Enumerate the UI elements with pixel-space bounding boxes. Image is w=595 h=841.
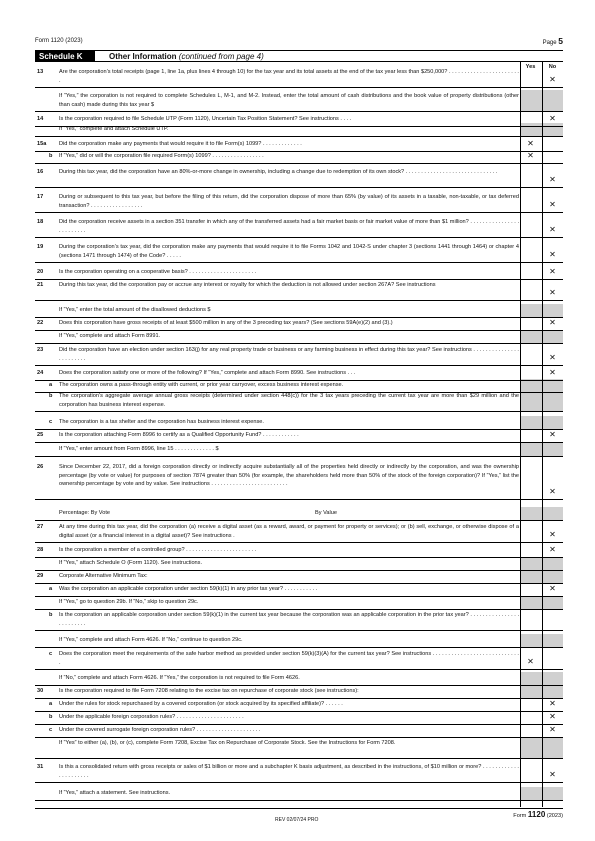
question-text: Did the corporation receive assets in a section 351 transfer in which any of the transferred assets had a fair market basis or fair market value of more than $1 million? . . . . . . . . . . . . . . . . . . . . . . . . . xyxy=(59,219,519,234)
question-row xyxy=(35,650,563,667)
question-number: 13 xyxy=(37,69,44,75)
question-text: If “Yes,” complete and attach Schedule UTP. xyxy=(59,126,169,132)
question-row xyxy=(35,763,563,780)
question-row xyxy=(35,700,563,709)
question-number: 14 xyxy=(37,116,44,122)
page-number xyxy=(543,36,563,46)
no-checkbox[interactable]: ✕ xyxy=(549,725,556,734)
question-number: 25 xyxy=(37,432,44,438)
no-checkbox[interactable]: ✕ xyxy=(549,225,556,234)
no-checkbox[interactable]: ✕ xyxy=(549,584,556,593)
question-row xyxy=(35,306,563,315)
row-divider xyxy=(35,212,563,213)
question-number: a xyxy=(49,382,53,388)
row-divider xyxy=(35,630,563,631)
footer-form-label xyxy=(513,810,563,819)
question-row xyxy=(35,546,563,555)
footer-form-word: Form xyxy=(513,813,527,819)
question-text: If “Yes,” enter the total amount of the disallowed deductions $ xyxy=(59,307,211,313)
question-number: 15a xyxy=(37,141,47,147)
question-number: 17 xyxy=(37,194,44,200)
row-divider xyxy=(35,456,563,457)
row-divider xyxy=(35,698,563,699)
question-number: b xyxy=(49,153,53,159)
question-number: c xyxy=(49,419,53,425)
question-row xyxy=(35,218,563,235)
question-row xyxy=(35,369,563,378)
row-divider xyxy=(35,570,563,571)
no-checkbox[interactable]: ✕ xyxy=(549,770,556,779)
no-checkbox[interactable]: ✕ xyxy=(549,114,556,123)
question-number: 16 xyxy=(37,169,44,175)
question-number: b xyxy=(49,393,53,399)
row-divider xyxy=(35,151,563,152)
question-text: Is the corporation attaching Form 8996 to certify as a Qualified Opportunity Fund? . . . . . . . . . . . . xyxy=(59,432,299,438)
question-row xyxy=(35,243,563,260)
no-checkbox[interactable]: ✕ xyxy=(549,487,556,496)
row-divider xyxy=(35,583,563,584)
question-number: 20 xyxy=(37,269,44,275)
question-row xyxy=(35,598,563,607)
question-text: Is the corporation a member of a controlled group? . . . . . . . . . . . . . . . . . . . . . . . xyxy=(59,547,257,553)
question-row xyxy=(35,509,563,518)
row-divider xyxy=(35,317,563,318)
question-text: Under the covered surrogate foreign corporation rules? . . . . . . . . . . . . . . . . . . . . . xyxy=(59,727,261,733)
no-column-header: No xyxy=(548,64,557,70)
no-checkbox[interactable]: ✕ xyxy=(549,200,556,209)
question-text: If “Yes,” attach Schedule O (Form 1120). See instructions. xyxy=(59,560,203,566)
question-row xyxy=(35,115,563,124)
row-divider xyxy=(35,685,563,686)
question-row xyxy=(35,585,563,594)
question-text: During or subsequent to this tax year, but before the filing of this return, did the corporation dispose of more than 65% (by value) of its assets in a taxable, non-taxable, or tax deferred transaction? . . . . . . . . . . . . . . . . . xyxy=(59,194,519,209)
question-text: If “No,” complete and attach Form 4626. If “Yes,” the corporation is not required to file Form 4626. xyxy=(59,675,300,681)
row-divider xyxy=(35,596,563,597)
question-text: Does the corporation meet the requirements of the safe harbor method as provided under section 59(k)(3)(A) for the current tax year? See instructions . . . . . . . . . . . . . . . . . . . . . . . . . . . . . xyxy=(59,651,519,666)
no-checkbox[interactable]: ✕ xyxy=(549,175,556,184)
question-text: During this tax year, did the corporation pay or accrue any interest or royalty for which the deduction is not allowed under section 267A? See instructions xyxy=(59,282,436,288)
question-number: 30 xyxy=(37,688,44,694)
question-text: Does the corporation satisfy one or more of the following? If “Yes,” complete and attach Form 8990. See instructions . . . xyxy=(59,370,356,376)
form-label: Form 1120 (2023) xyxy=(35,38,83,44)
question-row xyxy=(35,739,563,756)
no-checkbox[interactable]: ✕ xyxy=(549,250,556,259)
row-divider xyxy=(35,365,563,366)
question-row xyxy=(35,726,563,735)
question-number: 31 xyxy=(37,764,44,770)
question-row xyxy=(35,193,563,210)
no-checkbox[interactable]: ✕ xyxy=(549,545,556,554)
row-divider xyxy=(35,262,563,263)
row-divider xyxy=(35,542,563,543)
question-text: The corporation is a tax shelter and the corporation has business interest expense. xyxy=(59,419,264,425)
question-row xyxy=(35,281,563,298)
row-divider xyxy=(35,330,563,331)
question-text: Is the corporation an applicable corporation under section 59(k)(1) in the current tax year because the corporation was an applicable corporation in the prior tax year? . . . . . . . . . . . . . . . . . . . . . . . . . xyxy=(59,612,519,627)
question-text: During the corporation’s tax year, did the corporation make any payments that would require it to file Forms 1042 and 1042-S under chapter 3 (sections 1441 through 1464) or chapter 4 (sections 1471 through 1474) of the Code? . . . . . xyxy=(59,244,519,259)
no-checkbox[interactable]: ✕ xyxy=(549,530,556,539)
question-number: 27 xyxy=(37,524,44,530)
no-checkbox[interactable]: ✕ xyxy=(549,699,556,708)
question-text: If “Yes,” complete and attach Form 4626. If “No,” continue to question 29c. xyxy=(59,637,243,643)
row-divider xyxy=(35,520,563,521)
row-divider xyxy=(35,429,563,430)
question-number: b xyxy=(49,714,53,720)
question-text: At any time during this tax year, did the corporation (a) receive a digital asset (as a reward, award, or payment for property or services); or (b) sell, exchange, or otherwise dispose of a digital asset (or a financial interest in a digital asset)? See instructions . xyxy=(59,524,519,539)
question-row xyxy=(35,431,563,440)
schedule-title xyxy=(109,52,264,62)
row-divider xyxy=(35,557,563,558)
question-row xyxy=(35,152,563,161)
question-row xyxy=(35,346,563,363)
question-number: 22 xyxy=(37,320,44,326)
no-checkbox[interactable]: ✕ xyxy=(549,430,556,439)
question-text: Under the rules for stock repurchased by a covered corporation (or stock acquired by its specified affiliate)? . . . . . . xyxy=(59,701,343,707)
question-number: 21 xyxy=(37,282,44,288)
question-row xyxy=(35,789,563,798)
question-text: Are the corporation’s total receipts (page 1, line 1a, plus lines 4 through 10) for the tax year and its total assets at the end of the tax year less than $250,000? . . . . . . . . . . . . . . . . . . . . . . . . xyxy=(59,69,519,84)
question-text: Was the corporation an applicable corporation under section 59(k)(1) in any prior tax year? . . . . . . . . . . . xyxy=(59,586,318,592)
question-row xyxy=(35,319,563,328)
question-text: Percentage: By Vote xyxy=(59,510,110,516)
no-checkbox[interactable]: ✕ xyxy=(549,75,556,84)
question-text: Is the corporation required to file Form 7208 relating to the excise tax on repurchase of corporate stock (see instructions): xyxy=(59,688,359,694)
question-number: b xyxy=(49,612,53,618)
question-number: 29 xyxy=(37,573,44,579)
question-number: 26 xyxy=(37,464,44,470)
question-number: c xyxy=(49,651,53,657)
question-row xyxy=(35,713,563,722)
question-number: 24 xyxy=(37,370,44,376)
row-divider xyxy=(35,380,563,381)
no-checkbox[interactable]: ✕ xyxy=(549,318,556,327)
question-row xyxy=(35,68,563,85)
question-text: Under the applicable foreign corporation rules? . . . . . . . . . . . . . . . . . . . . . . xyxy=(59,714,244,720)
row-divider xyxy=(35,711,563,712)
question-text: If “Yes,” enter amount from Form 8996, line 15 . . . . . . . . . . . . . $ xyxy=(59,446,219,452)
question-text: During this tax year, did the corporation have an 80%-or-more change in ownership, including a change due to redemption of its own stock? . . . . . . . . . . . . . . . . . . . . . . . . . . . . . . xyxy=(59,169,498,175)
row-divider xyxy=(35,237,563,238)
row-divider xyxy=(35,187,563,188)
revision-label: REV 02/07/24 PRO xyxy=(275,817,319,823)
page-number-value: 5 xyxy=(558,36,563,46)
question-text: If “Yes,” the corporation is not required to complete Schedules L, M-1, and M-2. Instead, enter the total amount of cash distributions and the book value of property distributions (other than cash) made during this tax year $ xyxy=(59,93,519,108)
question-row xyxy=(35,168,563,185)
question-text: If “Yes,” go to question 29b. If “No,” skip to question 29c. xyxy=(59,599,199,605)
question-text: Is the corporation required to file Schedule UTP (Form 1120), Uncertain Tax Position Statement? See instructions . . . . xyxy=(59,116,352,122)
question-text: If “Yes” to either (a), (b), or (c), complete Form 7208, Excise Tax on Repurchase of Corporate Stock. See the Instructions for Form 7208. xyxy=(59,740,396,746)
schedule-title-suffix: (continued from page 4) xyxy=(178,52,264,61)
question-row xyxy=(35,381,563,390)
question-row xyxy=(35,332,563,341)
question-number: 18 xyxy=(37,219,44,225)
schedule-title-bar xyxy=(35,50,563,62)
question-row xyxy=(35,418,563,427)
row-divider xyxy=(35,392,563,393)
question-row xyxy=(35,463,563,497)
question-text: Does this corporation have gross receipts of at least $500 million in any of the 3 preceding tax years? (See sections 59A(e)(2) and (3).) xyxy=(59,320,393,326)
question-number: a xyxy=(49,586,53,592)
no-checkbox[interactable]: ✕ xyxy=(549,353,556,362)
yes-checkbox[interactable]: ✕ xyxy=(527,151,534,160)
question-row xyxy=(35,674,563,683)
row-divider xyxy=(35,609,563,610)
schedule-title-main: Other Information xyxy=(109,52,177,61)
row-divider xyxy=(35,782,563,783)
row-divider xyxy=(35,800,563,801)
question-row xyxy=(35,636,563,645)
page-footer xyxy=(35,808,563,823)
row-divider xyxy=(35,300,563,301)
footer-form-year: (2023) xyxy=(546,813,563,819)
footer-form-number: 1120 xyxy=(527,810,546,819)
page-word: Page xyxy=(542,40,557,46)
no-checkbox[interactable]: ✕ xyxy=(549,368,556,377)
row-divider xyxy=(35,669,563,670)
question-number: c xyxy=(49,727,53,733)
question-text: Did the corporation have an election under section 163(j) for any real property trade or business or any farming business in effect during this tax year? See instructions . . . . . . . . . . . . . . . . . . . . . . . . xyxy=(59,347,519,362)
question-text: The corporation’s aggregate average annual gross receipts (determined under section 448(c)) for the 3 tax years preceding the current tax year are more than $29 million and the corporation has business interest expense. xyxy=(59,393,519,408)
schedule-badge: Schedule K xyxy=(35,51,95,62)
page-header xyxy=(35,36,563,48)
question-text: Is the corporation operating on a cooperative basis? . . . . . . . . . . . . . . . . . . . . . . xyxy=(59,269,257,275)
question-row xyxy=(35,140,563,149)
question-text: If “Yes,” complete and attach Form 8991. xyxy=(59,333,161,339)
question-row xyxy=(35,523,563,540)
row-divider xyxy=(35,343,563,344)
yes-checkbox[interactable]: ✕ xyxy=(527,139,534,148)
no-checkbox[interactable]: ✕ xyxy=(549,712,556,721)
row-divider xyxy=(35,647,563,648)
question-number: 23 xyxy=(37,347,44,353)
question-row xyxy=(35,559,563,568)
question-row xyxy=(35,611,563,628)
question-row xyxy=(35,687,563,696)
no-checkbox[interactable]: ✕ xyxy=(549,288,556,297)
question-text: Since December 22, 2017, did a foreign corporation directly or indirectly acquire substantially all of the properties held directly or indirectly by the corporation, and was the ownership percentage (by vote or value) for purposes of section 7874 greater than 50% (for example, the shareholders held more than 50% of the stock of the foreign corporation)? If “Yes,” list the ownership percentage by vote and by value. See instructions . . . . . . . . . . . . . . . . . . . . . . . . . xyxy=(59,464,519,487)
no-checkbox[interactable]: ✕ xyxy=(549,267,556,276)
row-divider xyxy=(35,136,563,137)
question-text: Is this a consolidated return with gross receipts or sales of $1 billion or more and a subchapter K basis adjustment, as described in the instructions, of $10 million or more? . . . . . . . . . . . . . . . . . . . . . . xyxy=(59,764,519,779)
row-divider xyxy=(35,737,563,738)
row-divider xyxy=(35,111,563,112)
row-divider xyxy=(35,87,563,88)
row-divider xyxy=(35,126,563,127)
yes-column-header: Yes xyxy=(525,64,536,70)
question-row xyxy=(35,392,563,409)
question-number: 28 xyxy=(37,547,44,553)
question-text: If “Yes,” did or will the corporation file required Form(s) 1099? . . . . . . . . . . . . . . . . . xyxy=(59,153,264,159)
row-divider xyxy=(35,758,563,759)
yes-checkbox[interactable]: ✕ xyxy=(527,657,534,666)
row-divider xyxy=(35,279,563,280)
question-number: a xyxy=(49,701,53,707)
row-divider xyxy=(35,724,563,725)
question-text: If “Yes,” attach a statement. See instructions. xyxy=(59,790,171,796)
by-value-label: By Value xyxy=(315,510,337,516)
question-row xyxy=(35,445,563,454)
question-row xyxy=(35,572,563,581)
question-row xyxy=(35,268,563,277)
row-divider xyxy=(35,442,563,443)
question-text: Corporate Alternative Minimum Tax: xyxy=(59,573,148,579)
row-divider xyxy=(35,411,563,412)
row-divider xyxy=(35,499,563,500)
row-divider xyxy=(35,163,563,164)
question-text: Did the corporation make any payments that would require it to file Form(s) 1099? . . . . . . . . . . . . . xyxy=(59,141,302,147)
question-number: 19 xyxy=(37,244,44,250)
question-row xyxy=(35,92,563,109)
questions-list xyxy=(35,62,563,807)
question-text: The corporation owns a pass-through entity with current, or prior year carryover, excess business interest expense. xyxy=(59,382,344,388)
